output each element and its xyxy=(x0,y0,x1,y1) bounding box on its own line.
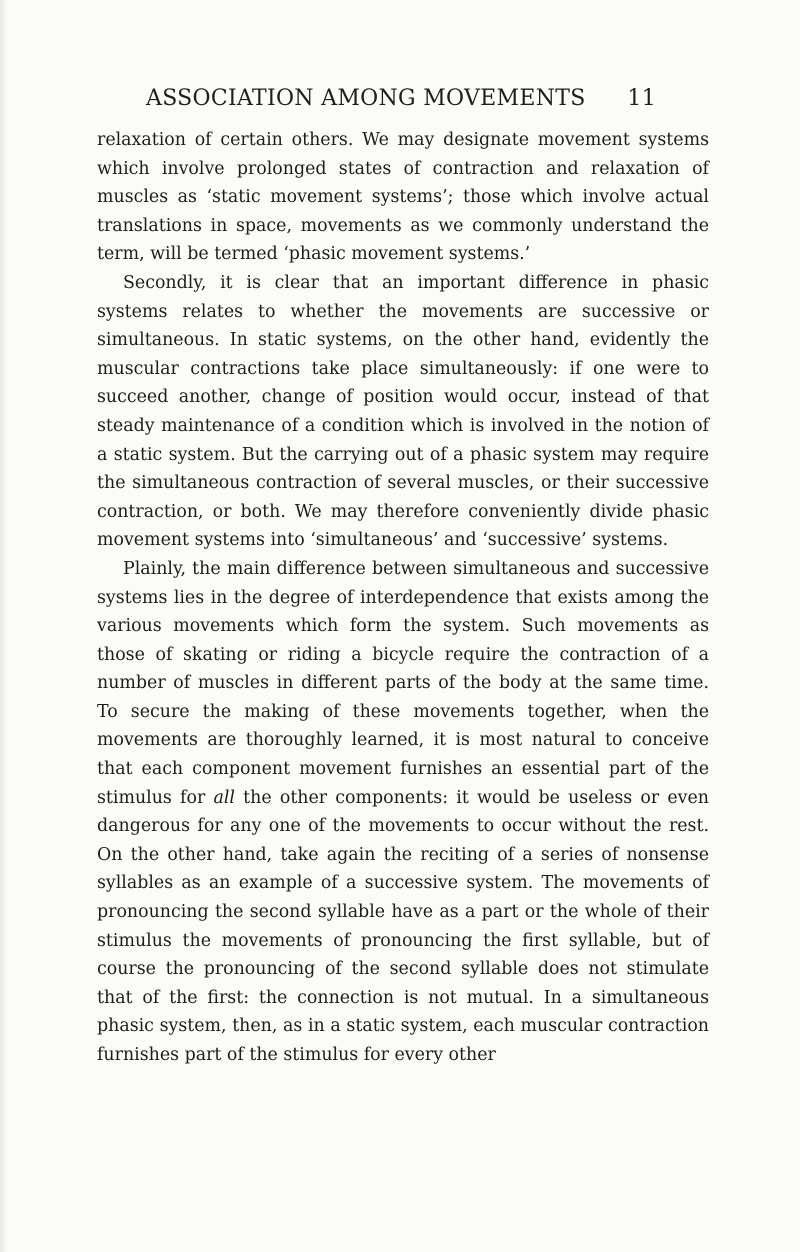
paragraph-2: Secondly, it is clear that an important difference in phasic systems relates to whether the movements are successive or simultaneous. In static systems, on the other hand, evidently the muscular contractions take place simultaneously: if one were to succeed another, change of position would occur, instead of that steady maintenance of a condition which is involved in the notion of a static system. But the carrying out of a phasic system may require the simultaneous contraction of several muscles, or their successive contraction, or both. We may therefore conveniently divide phasic movement systems into ‘simultaneous’ and ‘successive’ systems. xyxy=(97,272,709,551)
running-head-title: ASSOCIATION AMONG MOVEMENTS xyxy=(146,86,586,111)
paragraph-1: relaxation of certain others. We may designate movement systems which involve prolonged states of contraction and relaxation of muscles as ‘static movement systems’; those which involve actual translations in space, movements as we commonly understand the term, will be termed ‘phasic movement systems.’ xyxy=(97,130,709,265)
page-number: 11 xyxy=(627,86,656,111)
paragraph-3-part-2: the other components: it would be useless or even dangerous for any one of the movements to occur without the rest. On the other hand, take again the reciting of a series of nonsense syllables as an example of a successive system. The movements of pronouncing the second syllable have as a part or the whole of their stimulus the movements of pronouncing the first syllable, but of course the pronouncing of the second syllable does not stimulate that of the first: the connection is not mutual. In a simultaneous phasic system, then, as in a static system, each muscular contraction furnishes part of the stimulus for every other xyxy=(97,787,709,1065)
running-head xyxy=(146,86,656,118)
italic-emphasis-all: all xyxy=(213,787,235,808)
paragraph-3 xyxy=(97,555,709,1070)
paragraph-3-part-1: Plainly, the main difference between simultaneous and successive systems lies in the degree of interdependence that exists among the various movements which form the system. Such movements as those of skating or riding a bicycle require the contraction of a number of muscles in different parts of the body at the same time. To secure the making of these movements together, when the movements are thoroughly learned, it is most natural to conceive that each component movement furnishes an essential part of the stimulus for xyxy=(97,558,709,808)
body-text xyxy=(97,126,709,1070)
page-gutter-shadow xyxy=(0,0,8,1252)
